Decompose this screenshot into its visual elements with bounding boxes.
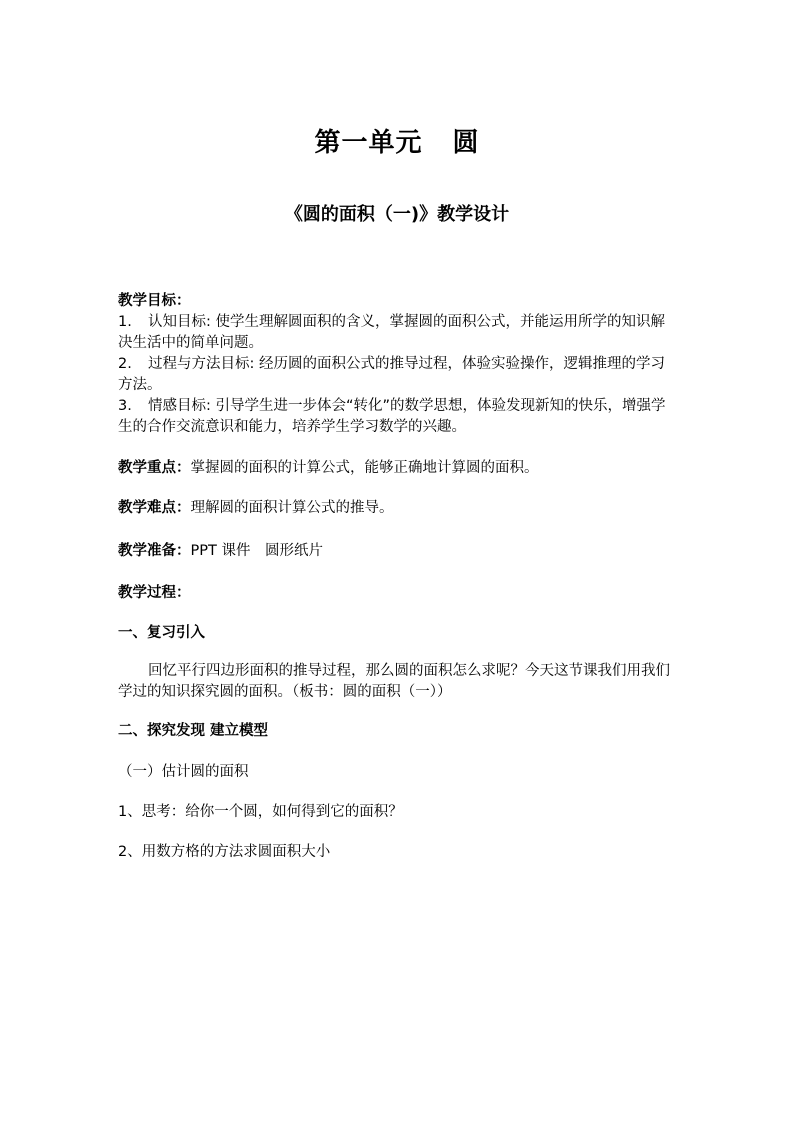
section2-item1: 1、思考：给你一个圆，如何得到它的面积？ [118, 804, 403, 820]
key-point [118, 458, 676, 479]
preparation-text: PPT 课件 圆形纸片 [190, 543, 323, 559]
section2-subheading: （一）估计圆的面积 [118, 764, 249, 780]
key-point-label: 教学重点： [118, 460, 191, 476]
section1-heading: 一、复习引入 [118, 625, 205, 641]
preparation-label: 教学准备： [118, 543, 191, 559]
difficulty-label: 教学难点： [118, 500, 191, 516]
section1-paragraph: 回忆平行四边形面积的推导过程，那么圆的面积怎么求呢？今天这节课我们用我们学过的知识探究圆的面积。（板书：圆的面积（一）） [118, 663, 670, 700]
process-heading: 教学过程： [118, 585, 191, 601]
key-point-text: 掌握圆的面积的计算公式，能够正确地计算圆的面积。 [190, 460, 539, 476]
section2-item2: 2、用数方格的方法求圆面积大小 [118, 844, 331, 860]
objectives-heading: 教学目标： [118, 293, 191, 309]
difficulty [118, 498, 676, 519]
title-unit: 第一单元 [314, 128, 423, 158]
section2-heading: 二、探究发现 建立模型 [118, 723, 269, 739]
preparation [118, 541, 676, 562]
title-topic: 圆 [452, 128, 480, 158]
objectives-section [118, 291, 676, 438]
page-title [0, 122, 794, 159]
page-subtitle: 《圆的面积（一)》教学设计 [284, 204, 510, 225]
objective-item: 1. 认知目标: 使学生理解圆面积的含义，掌握圆的面积公式，并能运用所学的知识解决生活中的简单问题。 [118, 314, 665, 351]
difficulty-text: 理解圆的面积计算公式的推导。 [190, 500, 394, 516]
objective-item: 3. 情感目标: 引导学生进一步体会“转化”的数学思想，体验发现新知的快乐，增强学生的合作交流意识和能力，培养学生学习数学的兴趣。 [118, 398, 666, 435]
objective-item: 2. 过程与方法目标: 经历圆的面积公式的推导过程，体验实验操作，逻辑推理的学习方法。 [118, 356, 665, 393]
